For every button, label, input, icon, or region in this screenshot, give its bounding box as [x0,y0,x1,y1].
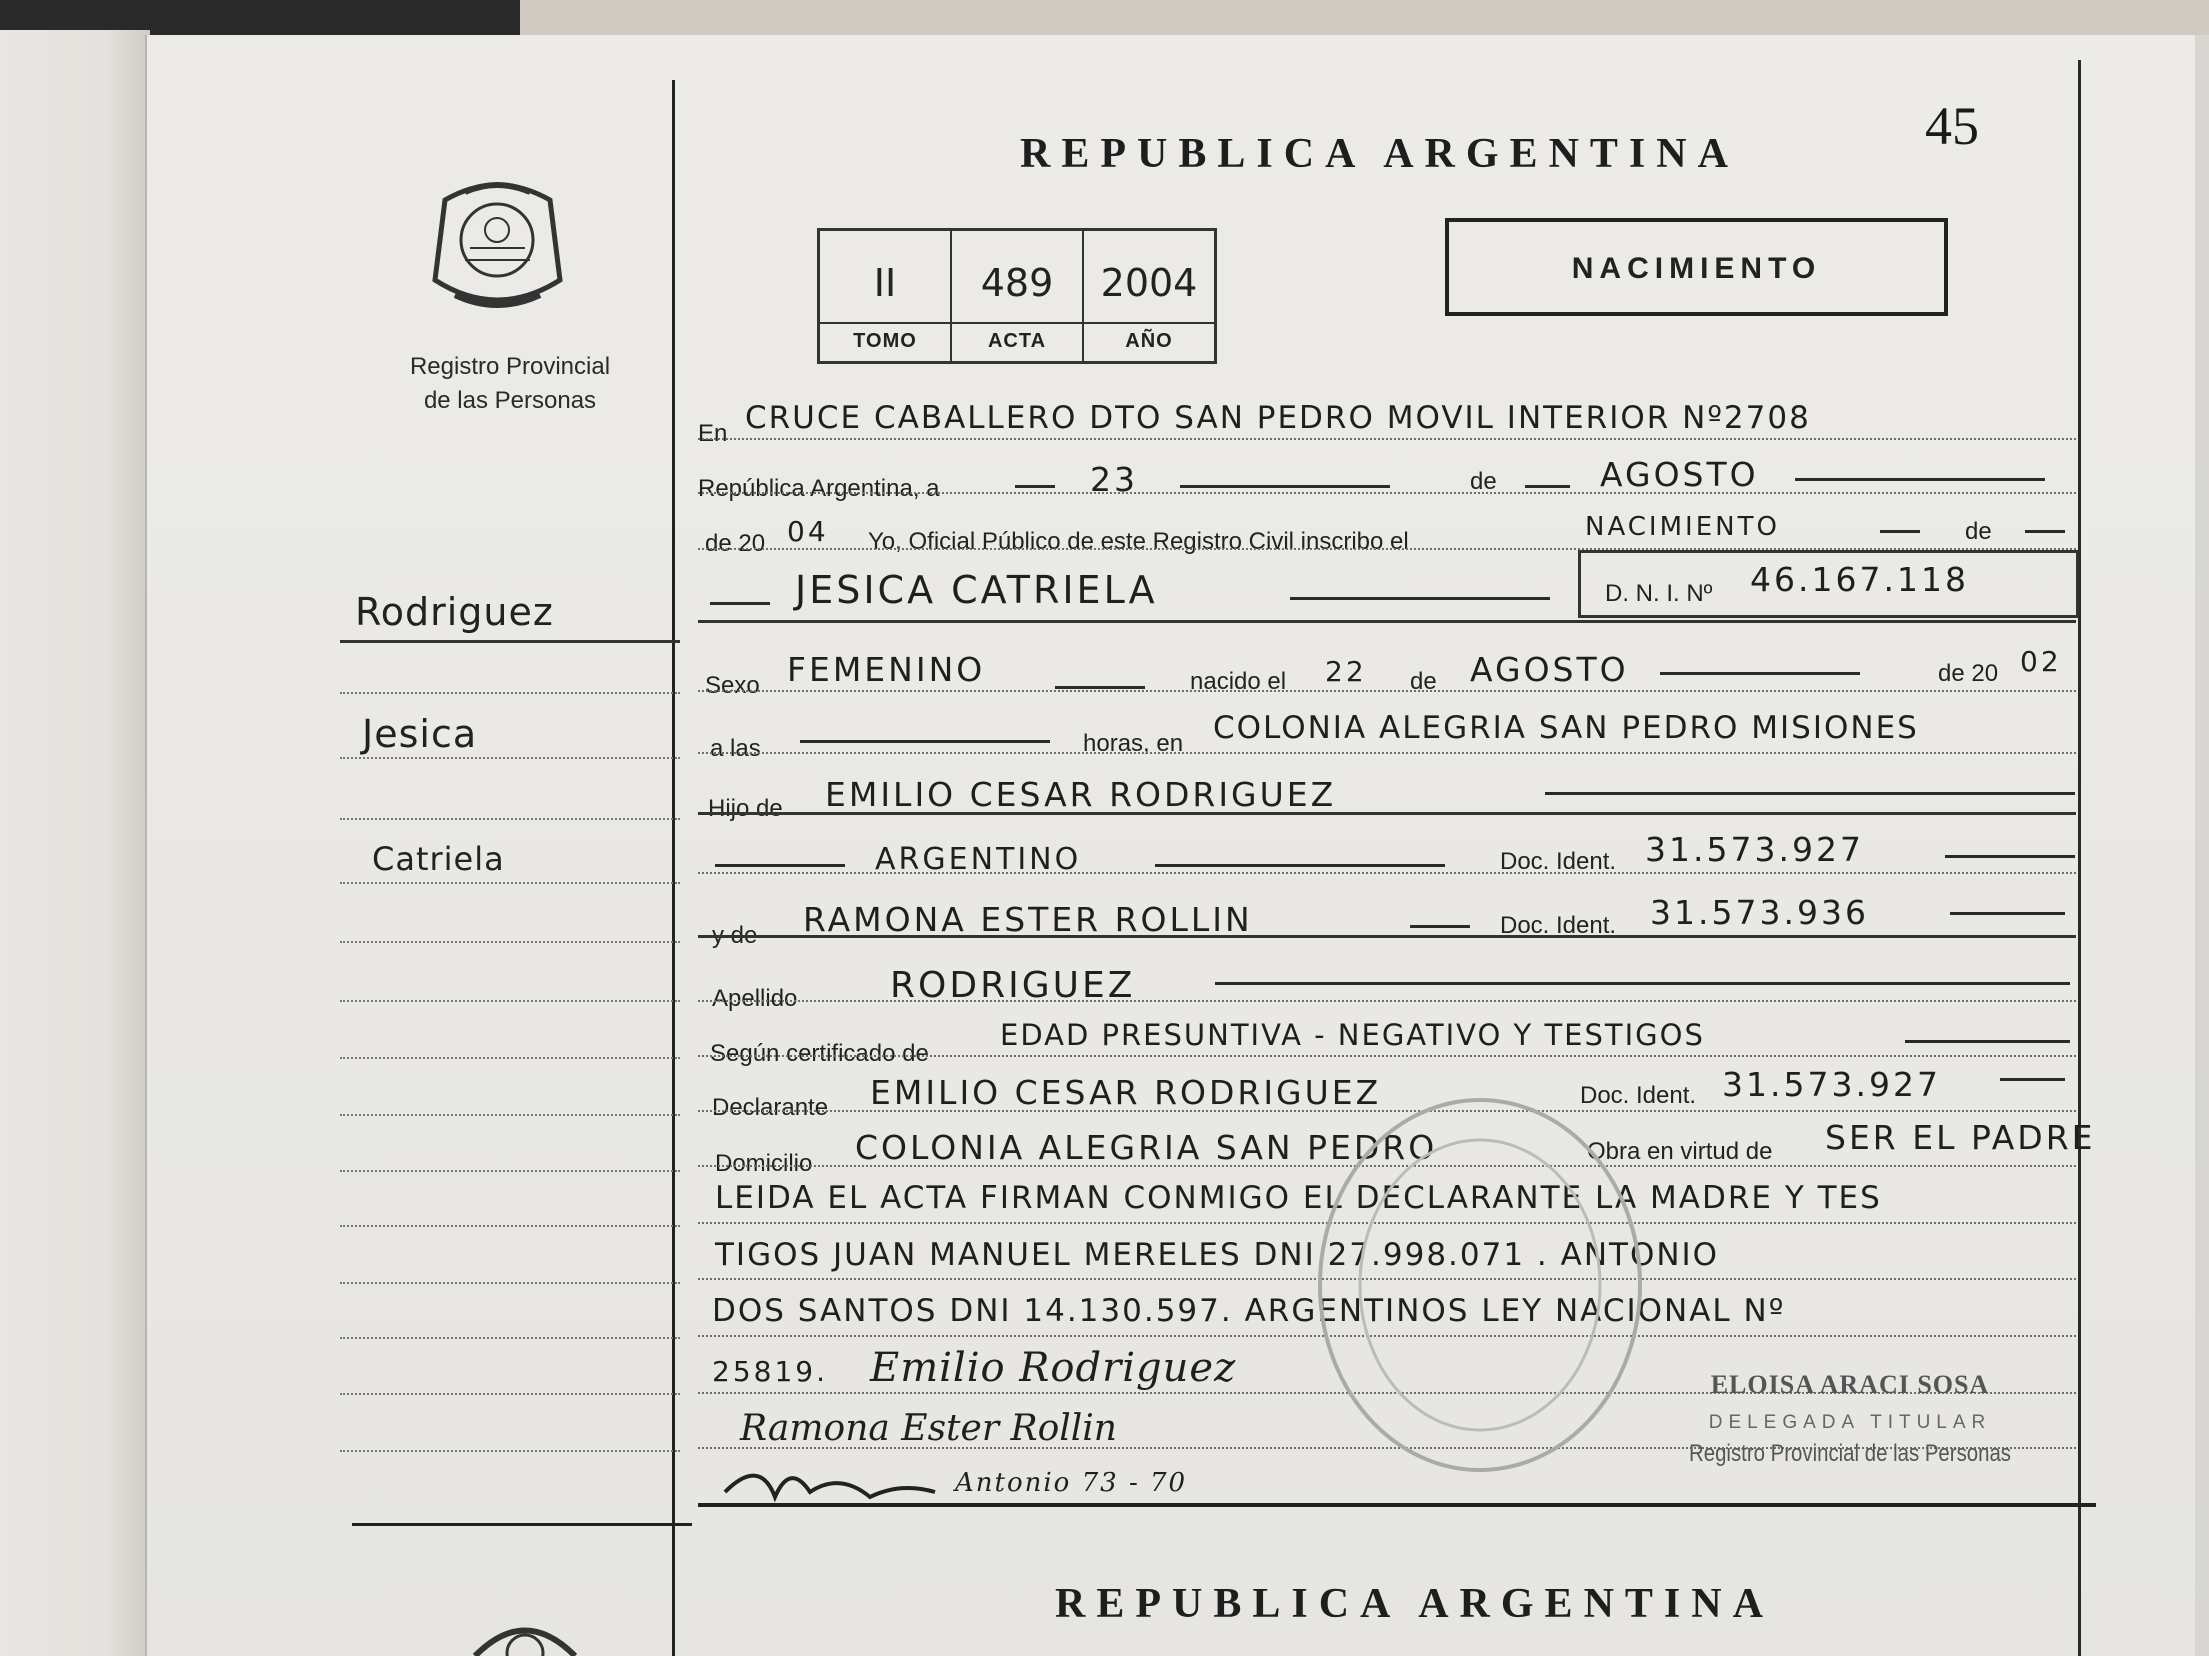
nacido-mes: AGOSTO [1470,650,1629,689]
madre-value: RAMONA ESTER ROLLIN [803,900,1253,939]
tomo-cell [820,231,952,361]
stub-line [340,1000,680,1002]
obra-label: Obra en virtud de [1587,1138,1773,1165]
page-edge [2195,35,2209,1656]
nacido-dia: 22 [1325,655,1367,688]
blank-dash [1950,912,2065,915]
fecha-mes: AGOSTO [1600,455,1759,494]
en-value: CRUCE CABALLERO DTO SAN PEDRO MOVIL INTERIOR Nº2708 [745,400,1811,436]
hijo-label: Hijo de [708,795,783,822]
blank-dash [1180,485,1390,488]
stub-apellido: Rodriguez [355,590,554,634]
en-label: En [698,420,728,447]
blank-dash [1795,478,2045,481]
stub-line [340,757,680,759]
padre-doc: 31.573.927 [1645,830,1864,869]
stub-line [340,1450,680,1452]
dni-value: 46.167.118 [1750,560,1969,599]
declarante-value: EMILIO CESAR RODRIGUEZ [870,1073,1382,1112]
signer-org: Registro Provincial de las Personas [1688,1440,2012,1467]
apellido-value: RODRIGUEZ [890,965,1136,1006]
ano-label: AÑO [1084,322,1214,353]
form-line [698,812,2076,815]
form-line [698,935,2076,938]
blank-dash [1215,982,2070,985]
de-label-2: de [1965,518,1992,545]
acta-cell [952,231,1084,361]
de-label-3: de [1410,668,1437,695]
background-strip-light [520,0,2209,40]
stub-line [340,1282,680,1284]
sexo-value: FEMENINO [787,650,986,689]
stub-line [340,1170,680,1172]
acta-bottom-rule [698,1503,2096,1507]
ano-prefix: de 20 [705,530,766,557]
blank-dash [1545,792,2075,795]
record-type: NACIMIENTO [1571,252,1822,285]
padre-doc-label: Doc. Ident. [1500,848,1617,875]
horas-label: horas, en [1083,730,1184,757]
form-line [698,1055,2076,1057]
acta-label: ACTA [952,322,1082,353]
form-line [698,492,2076,494]
dni-label: D. N. I. Nº [1605,580,1713,607]
stub-line [340,1393,680,1395]
stub-line [340,941,680,943]
blank-dash [710,602,770,605]
province-seal-icon [425,170,570,320]
yde-label: y de [712,922,758,949]
domicilio-label: Domicilio [715,1150,813,1177]
tomo-value: II [873,261,897,305]
folio-number: 45 [1925,96,1979,156]
stub-line [340,1225,680,1227]
registry-name [360,350,660,418]
signer-name: ELOISA ARACI SOSA [1710,1370,1990,1399]
nombre-inscripto: JESICA CATRIELA [795,568,1158,612]
texto-linea-4: 25819. [712,1355,828,1388]
madre-doc-label: Doc. Ident. [1500,912,1617,939]
segun-label: Según certificado de [710,1040,929,1067]
de-label: de [1470,468,1497,495]
stub-line [340,1114,680,1116]
stub-line [340,1337,680,1339]
texto-linea-1: LEIDA EL ACTA FIRMAN CONMIGO EL DECLARANTE LA MADRE Y TES [715,1180,1882,1216]
stub-line [340,1057,680,1059]
stub-divider [672,80,675,1656]
ano-suffix: 04 [787,515,829,548]
province-seal-bottom-icon [465,1615,585,1656]
official-stamp-icon [1310,1090,1650,1480]
stub-bottom-rule [352,1523,692,1526]
right-margin-rule [2078,60,2081,1656]
blank-dash [1525,485,1570,488]
tomo-label: TOMO [820,322,950,353]
fecha-dia: 23 [1090,460,1138,499]
record-id-table [817,228,1217,364]
registry-name-line1: Registro Provincial [409,353,611,380]
inscribe-value: NACIMIENTO [1585,512,1780,542]
nacido-ano-suffix: 02 [2020,645,2062,678]
padre-nacionalidad: ARGENTINO [875,842,1082,877]
blank-dash [2025,530,2065,533]
texto-linea-2: TIGOS JUAN MANUEL MERELES DNI 27.998.071 . ANTONIO [715,1237,1720,1273]
firma-testigo-texto: Antonio 73 - 70 [955,1468,1188,1498]
stub-line [340,882,680,884]
declarante-doc-label: Doc. Ident. [1580,1082,1697,1109]
form-line [698,438,2076,440]
certificado-value: EDAD PRESUNTIVA - NEGATIVO Y TESTIGOS [1000,1018,1705,1052]
stub-line [340,818,680,820]
republica-label: República Argentina, a [698,475,940,502]
blank-dash [1660,672,1860,675]
registry-name-line2: de las Personas [423,387,597,414]
signer-role: DELEGADA TITULAR [1708,1412,1992,1433]
alas-label: a las [710,735,761,762]
stub-nombre1: Jesica [362,712,478,756]
apellido-label: Apellido [712,985,798,1012]
blank-dash [1155,864,1445,867]
stub-line [340,692,680,694]
obra-value: SER EL PADRE [1825,1118,2096,1157]
nacido-label: nacido el [1190,668,1287,695]
blank-dash [1880,530,1920,533]
page-title: REPUBLICA ARGENTINA [1020,131,1739,177]
acta-value: 489 [980,261,1054,305]
stub-nombre2: Catriela [372,840,505,878]
background-strip [0,0,2209,40]
firma-declarante: Emilio Rodriguez [870,1345,1237,1391]
form-line [698,872,2076,874]
madre-doc: 31.573.936 [1650,893,1869,932]
stub-line [340,640,680,643]
form-line [698,752,2076,754]
blank-dash [1055,686,1145,689]
blank-dash [800,740,1050,743]
blank-dash [1290,597,1550,600]
domicilio-value: COLONIA ALEGRIA SAN PEDRO [855,1128,1438,1167]
declarante-label: Declarante [712,1094,829,1121]
sexo-label: Sexo [705,672,760,699]
lugar-value: COLONIA ALEGRIA SAN PEDRO MISIONES [1213,710,1919,746]
signature-block [1650,1370,2050,1468]
blank-dash [1945,855,2075,858]
next-page-title: REPUBLICA ARGENTINA [1055,1581,1774,1627]
yo-text: Yo, Oficial Público de este Registro Civil inscribo el [868,528,1409,555]
ano-value: 2004 [1100,261,1198,305]
nacido-ano-prefix: de 20 [1938,660,1999,687]
padre-value: EMILIO CESAR RODRIGUEZ [825,775,1337,814]
declarante-doc: 31.573.927 [1722,1065,1941,1104]
blank-dash [2000,1078,2065,1081]
texto-linea-3: DOS SANTOS DNI 14.130.597. ARGENTINOS LEY NACIONAL Nº [712,1293,1786,1329]
record-type-box [1445,218,1948,316]
firma-madre: Ramona Ester Rollin [740,1408,1117,1449]
facing-page [0,30,150,1656]
blank-dash [715,864,845,867]
blank-dash [1015,485,1055,488]
blank-dash [1410,925,1470,928]
form-line [698,620,2076,623]
form-line [698,690,2076,692]
blank-dash [1905,1040,2070,1043]
ano-cell [1084,231,1214,361]
form-line [698,1000,2076,1002]
